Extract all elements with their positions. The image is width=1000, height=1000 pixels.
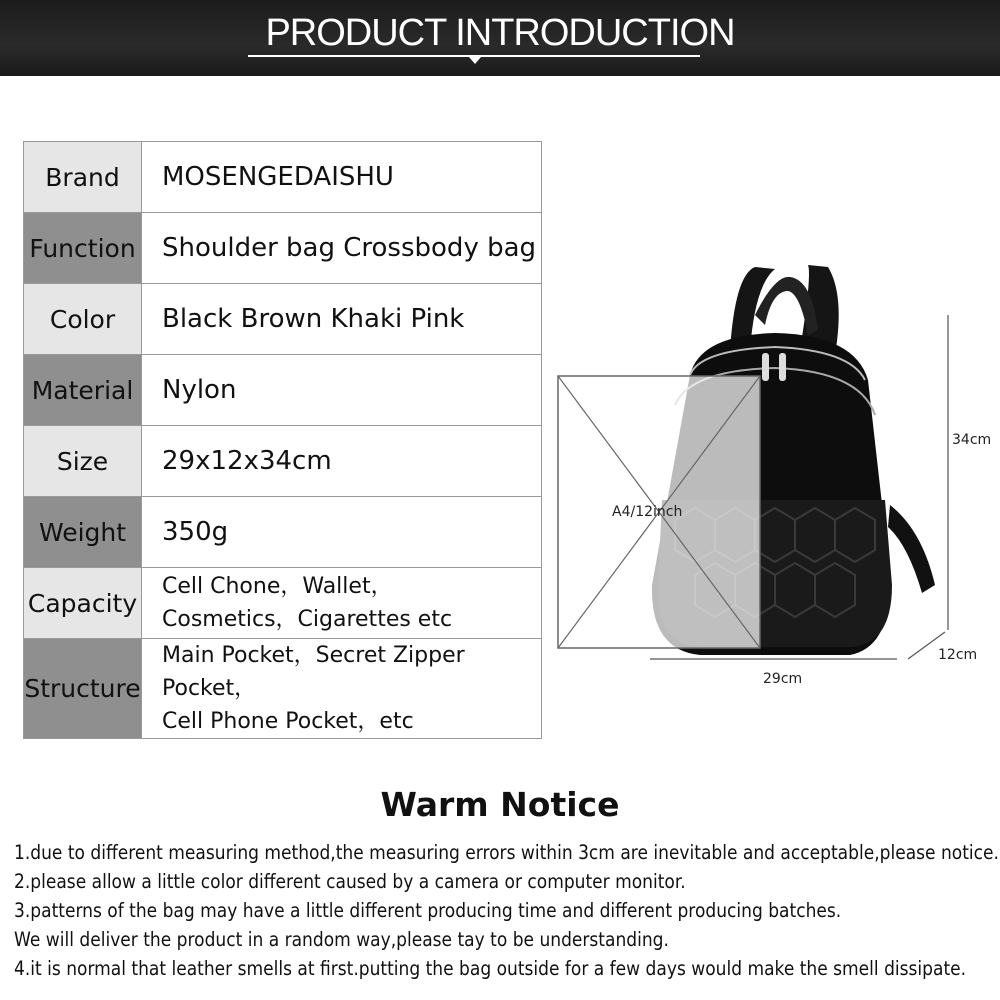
spec-value	[142, 568, 542, 639]
notice-line: We will deliver the product in a random way,please tay to be understanding.	[14, 928, 669, 951]
spec-label: Material	[24, 355, 142, 426]
spec-value-line: 350g	[162, 517, 229, 547]
a4-label: A4/12inch	[612, 504, 683, 520]
spec-value	[142, 639, 542, 739]
notice-title: Warm Notice	[380, 785, 620, 824]
spec-row	[24, 284, 542, 355]
width-label: 29cm	[763, 671, 803, 687]
notice-line: 1.due to different measuring method,the measuring errors within 3cm are inevitable and acceptable,please notice.	[14, 841, 999, 864]
product-figure	[550, 255, 1000, 695]
spec-value	[142, 355, 542, 426]
backpack-illustration	[550, 255, 1000, 695]
notice-line: 3.patterns of the bag may have a little different producing time and different producing batches.	[14, 899, 842, 922]
spec-row	[24, 497, 542, 568]
spec-label: Brand	[24, 142, 142, 213]
caret-down-icon	[469, 57, 481, 64]
spec-row	[24, 213, 542, 284]
spec-value-line: Shoulder bag Crossbody bag	[162, 233, 537, 263]
spec-label: Size	[24, 426, 142, 497]
spec-value-line: Nylon	[162, 375, 237, 405]
spec-value-line: Main Pocket，Secret Zipper Pocket，	[162, 643, 465, 701]
spec-row	[24, 568, 542, 639]
depth-label: 12cm	[938, 647, 978, 663]
spec-value	[142, 497, 542, 568]
notice-list	[14, 838, 1000, 983]
spec-row	[24, 142, 542, 213]
notice-line: 4.it is normal that leather smells at first.putting the bag outside for a few days would make the smell dissipate.	[14, 957, 967, 980]
spec-value	[142, 142, 542, 213]
spec-value-line: MOSENGEDAISHU	[162, 162, 394, 192]
spec-label: Weight	[24, 497, 142, 568]
spec-table-body	[24, 142, 542, 739]
spec-row	[24, 426, 542, 497]
notice-line: 2.please allow a little color different caused by a camera or computer monitor.	[14, 870, 686, 893]
spec-label: Color	[24, 284, 142, 355]
spec-row	[24, 355, 542, 426]
header-banner	[0, 0, 1000, 76]
spec-label: Capacity	[24, 568, 142, 639]
spec-label: Structure	[24, 639, 142, 739]
spec-value-line: Black Brown Khaki Pink	[162, 304, 465, 334]
spec-value	[142, 213, 542, 284]
spec-row	[24, 639, 542, 739]
spec-value-line: Cell Chone，Wallet，	[162, 574, 393, 599]
spec-label: Function	[24, 213, 142, 284]
height-label: 34cm	[952, 432, 992, 448]
spec-value-line: Cell Phone Pocket，etc	[162, 709, 414, 734]
spec-value-line: 29x12x34cm	[162, 446, 332, 476]
spec-value-line: Cosmetics，Cigarettes etc	[162, 607, 453, 632]
spec-value	[142, 426, 542, 497]
spec-table	[23, 141, 542, 739]
spec-value	[142, 284, 542, 355]
page-title: PRODUCT INTRODUCTION	[265, 12, 735, 54]
